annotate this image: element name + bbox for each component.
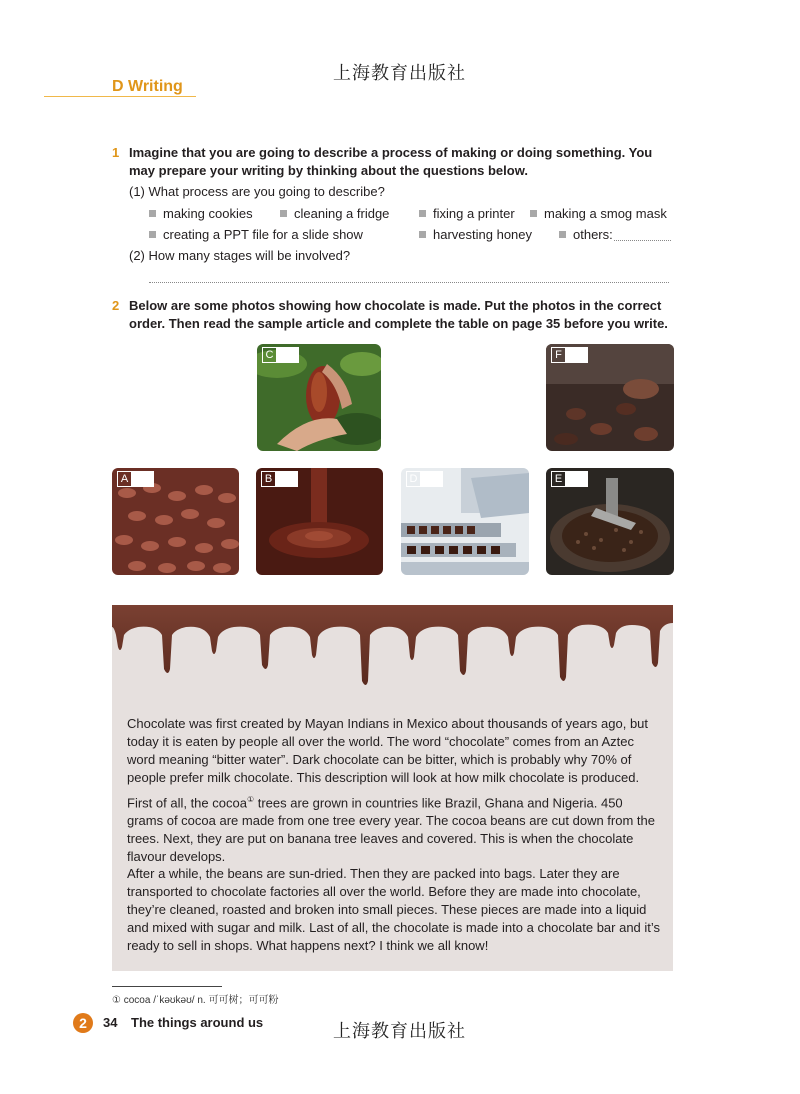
watermark-bottom: 上海教育出版社 [333, 1021, 466, 1042]
photo-e-roasting [546, 468, 674, 575]
photo-d-label: D [406, 471, 421, 487]
q1-sub1: (1) What process are you going to describe? [129, 184, 385, 199]
footnote-marker: ① [246, 795, 255, 804]
page-number: 34 [103, 1015, 118, 1030]
photo-a-label: A [117, 471, 132, 487]
chocolate-drip-decoration [112, 605, 673, 705]
photo-f-cocoa-beans [546, 344, 674, 451]
svg-text:2: 2 [79, 1015, 87, 1031]
photo-c-label: C [262, 347, 277, 363]
square-bullet-icon [419, 231, 426, 238]
photo-c-cocoa-pod [257, 344, 381, 451]
option-others: others: [559, 227, 613, 242]
option-ppt-file: creating a PPT file for a slide show [149, 227, 363, 242]
unit-circle-icon [72, 1012, 94, 1034]
square-bullet-icon [280, 210, 287, 217]
article-paragraph-2: First of all, the cocoa① trees are grown in countries like Brazil, Ghana and Nigeria. 450 grams of cocoa are made from one tree every year. The cocoa beans are cut down from the trees. Next, they are put on banana tree leaves and covered. This is when the chocolate flavour develops. [127, 795, 655, 865]
photo-f-label: F [551, 347, 566, 363]
square-bullet-icon [149, 210, 156, 217]
option-fixing-printer: fixing a printer [419, 206, 515, 221]
q2-number: 2 [112, 298, 120, 313]
photo-e-label: E [551, 471, 566, 487]
option-harvesting-honey: harvesting honey [419, 227, 532, 242]
section-title: D Writing [112, 78, 183, 95]
q1-sub2: (2) How many stages will be involved? [129, 248, 351, 263]
photo-f-answer-box[interactable] [566, 347, 588, 363]
square-bullet-icon [149, 231, 156, 238]
q2-line2: order. Then read the sample article and complete the table on page 35 before you write. [129, 316, 668, 331]
photo-a-bean-pile [112, 468, 239, 575]
photo-c-answer-box[interactable] [277, 347, 299, 363]
section-rule [44, 96, 196, 97]
square-bullet-icon [530, 210, 537, 217]
unit-badge [72, 1012, 94, 1034]
q1-line2: may prepare your writing by thinking about the questions below. [129, 163, 528, 178]
photo-e-answer-box[interactable] [566, 471, 588, 487]
footnote-rule [112, 986, 222, 987]
square-bullet-icon [559, 231, 566, 238]
photo-a-answer-box[interactable] [132, 471, 154, 487]
article-paragraph-3: After a while, the beans are sun-dried. Then they are packed into bags. Later they are transported to chocolate factories all over the world. Before they are made into chocolate, they’re cleaned, roasted and broken into small pieces. These pieces are made into a liquid and mixed with sugar and milk. Last of all, the chocolate is made into a chocolate bar and it’s ready to sell in shops. What happens next? I think we all know! [127, 866, 661, 953]
option-making-cookies: making cookies [149, 206, 253, 221]
footnote: ① cocoa /ˈkəʊkəʊ/ n. 可可树；可可粉 [112, 995, 279, 1006]
q1-number: 1 [112, 145, 120, 160]
option-cleaning-fridge: cleaning a fridge [280, 206, 389, 221]
q1-line1: Imagine that you are going to describe a process of making or doing something. You [129, 145, 653, 160]
sample-article [112, 605, 673, 971]
q2-line1: Below are some photos showing how chocolate is made. Put the photos in the correct [129, 298, 662, 313]
option-smog-mask: making a smog mask [530, 206, 667, 221]
photo-d-factory [401, 468, 529, 575]
photo-b-label: B [261, 471, 276, 487]
watermark-top: 上海教育出版社 [333, 63, 466, 84]
photo-b-liquid-chocolate [256, 468, 383, 575]
square-bullet-icon [419, 210, 426, 217]
photo-d-answer-box[interactable] [421, 471, 443, 487]
running-title: The things around us [131, 1015, 264, 1030]
stages-blank[interactable] [149, 282, 669, 283]
article-paragraph-1: Chocolate was first created by Mayan Indians in Mexico about thousands of years ago, but today it is eaten by people all over the world. The word “chocolate” comes from an Aztec word meaning “bitter water”. Dark chocolate can be bitter, which is probably why 70% of people prefer milk chocolate. This description will look at how milk chocolate is produced. [127, 716, 649, 785]
others-blank[interactable] [614, 240, 671, 241]
photo-b-answer-box[interactable] [276, 471, 298, 487]
